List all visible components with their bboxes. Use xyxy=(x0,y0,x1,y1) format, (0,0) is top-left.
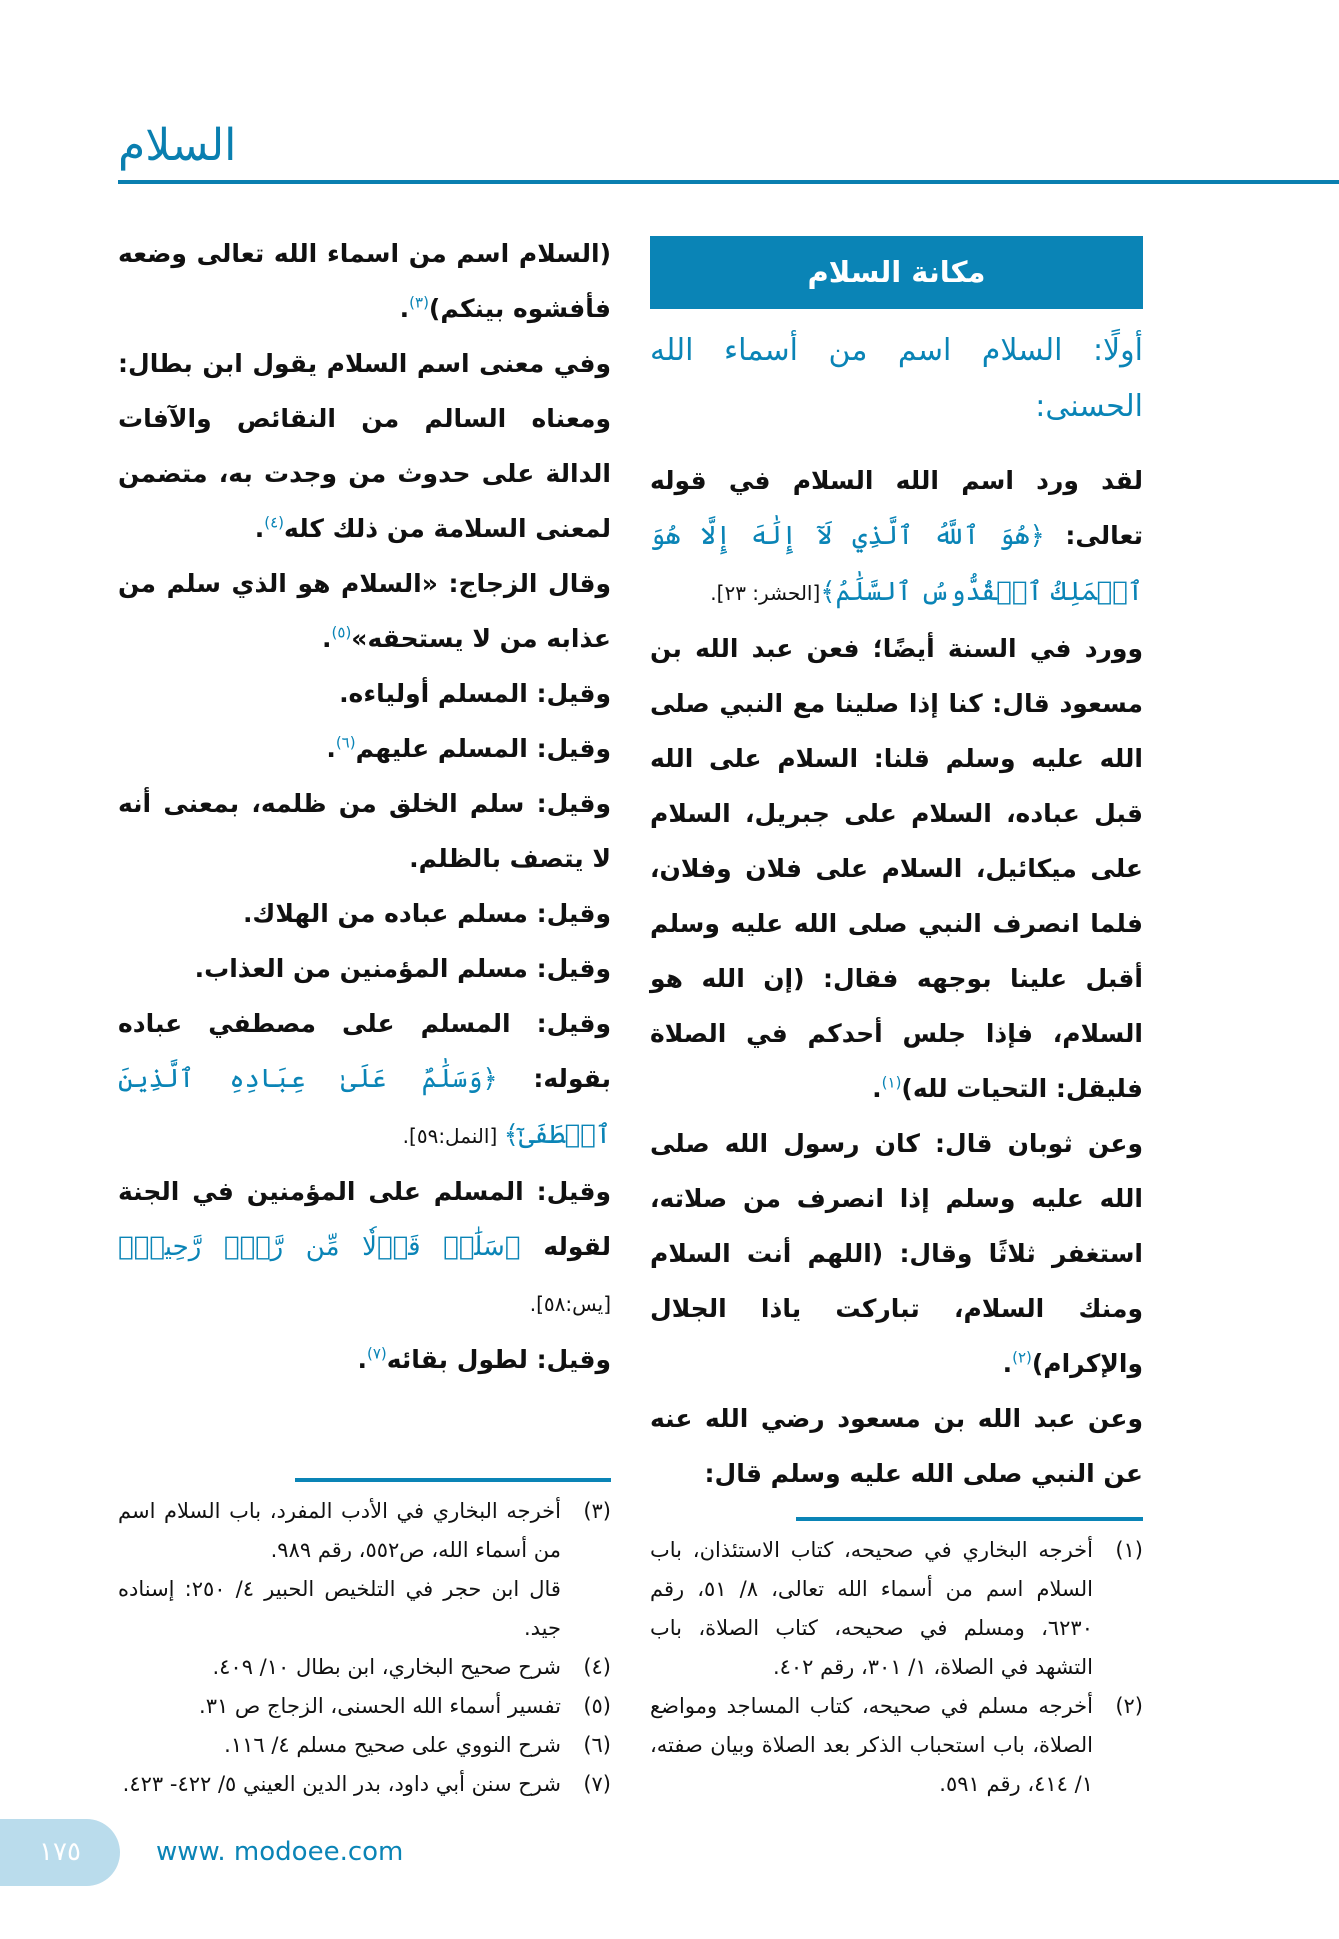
running-header-title: السلام xyxy=(118,120,237,171)
footnote-marker[interactable]: (٥) xyxy=(331,623,352,642)
quran-verse: ﴿هُوَ ٱللَّهُ ٱلَّذِي لَآ إِلَٰهَ إِلَّا هُوَ ٱلۡمَلِكُ ٱلۡقُدُّوسُ ٱلسَّلَٰمُ﴾ xyxy=(650,521,1143,607)
footnote-number: (٤) xyxy=(583,1655,611,1679)
footnote-marker[interactable]: (٧) xyxy=(366,1344,387,1363)
paragraph xyxy=(118,556,611,666)
footnote-text: أخرجه البخاري في الأدب المفرد، باب السلام اسم من أسماء الله، ص٥٥٢، رقم ٩٨٩. xyxy=(118,1499,561,1562)
paragraph-text: . xyxy=(1002,1349,1013,1378)
paragraph xyxy=(118,721,611,776)
verse-reference: [الحشر: ٢٣]. xyxy=(710,581,821,605)
paragraph-text: لقد ورد اسم الله السلام في قوله تعالى: xyxy=(650,466,1143,550)
footnotes-left xyxy=(118,1462,611,1804)
footnote-rule xyxy=(295,1478,611,1482)
footnote-text: قال ابن حجر في التلخيص الحبير ٤/ ٢٥٠: إسناده جيد. xyxy=(118,1577,561,1640)
paragraph xyxy=(118,1332,611,1387)
verse-reference: [النمل:٥٩]. xyxy=(402,1124,504,1148)
footnote-number: (١) xyxy=(1115,1538,1143,1562)
footnote xyxy=(118,1726,611,1765)
website-url[interactable]: www. modoee.com xyxy=(156,1837,404,1867)
footnote-text: شرح النووي على صحيح مسلم ٤/ ١١٦. xyxy=(224,1733,561,1757)
paragraph-text: وعن عبد الله بن مسعود رضي الله عنه عن النبي صلى الله عليه وسلم قال: xyxy=(650,1404,1143,1488)
subheading: أولًا: السلام اسم من أسماء الله الحسنى: xyxy=(650,333,1143,424)
paragraph-text: وقيل: مسلم المؤمنين من العذاب. xyxy=(194,954,611,983)
footnote-number: (٧) xyxy=(583,1772,611,1796)
paragraph xyxy=(118,886,611,941)
left-column xyxy=(118,226,611,1804)
paragraph xyxy=(118,226,611,336)
footnote-number: (٣) xyxy=(583,1499,611,1523)
footnote xyxy=(118,1570,611,1648)
footnote xyxy=(650,1687,1143,1804)
right-column xyxy=(650,226,1143,1804)
footnote-text: تفسير أسماء الله الحسنى، الزجاج ص ٣١. xyxy=(199,1694,561,1718)
paragraph-text: . xyxy=(872,1074,882,1103)
paragraph-text: . xyxy=(322,624,332,653)
footnote xyxy=(118,1687,611,1726)
quran-verse: ﴿سَلَٰمٞ قَوۡلٗا مِّن رَّبّٖ رَّحِيمٖ﴾ xyxy=(118,1232,521,1262)
verse-reference: [يس:٥٨]. xyxy=(529,1292,611,1316)
paragraph-text: وقيل: المسلم أولياءه. xyxy=(339,679,611,708)
footnote-text: أخرجه البخاري في صحيحه، كتاب الاستئذان، باب السلام اسم من أسماء الله تعالى، ٨/ ٥١، رقم ٦٢٣٠، ومسلم في صحيحه، كتاب الصلاة، باب التشهد في الصلاة، ١/ ٣٠١، رقم ٤٠٢. xyxy=(650,1538,1093,1679)
left-column-body xyxy=(118,226,611,1387)
paragraph xyxy=(650,1391,1143,1501)
running-header xyxy=(0,0,1339,186)
footnotes-right xyxy=(650,1501,1143,1804)
paragraph xyxy=(118,666,611,721)
footnote xyxy=(118,1765,611,1804)
paragraph-text: . xyxy=(254,514,265,543)
section-title: مكانة السلام xyxy=(650,236,1143,309)
paragraph xyxy=(118,996,611,1164)
header-rule xyxy=(118,180,1339,184)
paragraph-text: (السلام اسم من اسماء الله تعالى وضعه فأفشوه بينكم) xyxy=(118,239,611,323)
page-footer xyxy=(0,1819,1339,1939)
paragraph-text: وقال الزجاج: «السلام هو الذي سلم من عذابه من لا يستحقه» xyxy=(118,569,611,653)
paragraph-text: . xyxy=(357,1345,367,1374)
right-column-body xyxy=(650,226,1143,1501)
paragraph-text: وقيل: المسلم على مصطفي عباده بقوله: xyxy=(118,1009,612,1093)
footnote xyxy=(118,1492,611,1570)
quran-verse: ﴿وَسَلَٰمٌ عَلَىٰ عِبَادِهِ ٱلَّذِينَ ٱصۡطَفَىٰٓ﴾ xyxy=(118,1064,611,1150)
footnote-text: شرح سنن أبي داود، بدر الدين العيني ٥/ ٤٢٢- ٤٢٣. xyxy=(122,1772,561,1796)
paragraph-text: . xyxy=(399,294,410,323)
footnote-marker[interactable]: (١) xyxy=(881,1073,902,1092)
paragraph xyxy=(118,1164,611,1332)
paragraph-text: وفي معنى اسم السلام يقول ابن بطال: ومعناه السالم من النقائص والآفات الدالة على حدوث من وجدت به، متضمن لمعنى السلامة من ذلك كله xyxy=(118,349,611,543)
paragraph-text: . xyxy=(326,734,336,763)
footnote-number: (٦) xyxy=(583,1733,611,1757)
paragraph-text: وقيل: المسلم على المؤمنين في الجنة لقوله xyxy=(118,1177,611,1261)
paragraph-text: وورد في السنة أيضًا؛ فعن عبد الله بن مسعود قال: كنا إذا صلينا مع النبي صلى الله عليه وسلم قلنا: السلام على الله قبل عباده، السلام على جبريل، السلام على ميكائيل، السلام على فلان وفلان، فلما انصرف النبي صلى الله عليه وسلم أقبل علينا بوجهه فقال: (إن الله هو السلام، فإذا جلس أحدكم في الصلاة فليقل: التحيات لله) xyxy=(650,634,1143,1103)
paragraph xyxy=(650,621,1143,1116)
page-number: ١٧٥ xyxy=(0,1819,120,1886)
two-column-layout xyxy=(118,226,1143,1804)
footnote-number: (٥) xyxy=(583,1694,611,1718)
footnote-marker[interactable]: (٦) xyxy=(335,733,356,752)
paragraph-text: وقيل: المسلم عليهم xyxy=(355,734,611,763)
paragraph-text: وعن ثوبان قال: كان رسول الله صلى الله عليه وسلم إذا انصرف من صلاته، استغفر ثلاثًا وقال: (اللهم أنت السلام ومنك السلام، تباركت ياذا الجلال والإكرام) xyxy=(650,1129,1143,1378)
paragraph-text: وقيل: سلم الخلق من ظلمه، بمعنى أنه لا يتصف بالظلم. xyxy=(118,789,611,873)
footnote-text: أخرجه مسلم في صحيحه، كتاب المساجد ومواضع الصلاة، باب استحباب الذكر بعد الصلاة وبيان صفته، ١/ ٤١٤، رقم ٥٩١. xyxy=(650,1694,1093,1796)
footnote xyxy=(118,1648,611,1687)
paragraph-text: وقيل: مسلم عباده من الهلاك. xyxy=(242,899,611,928)
footnote-rule xyxy=(796,1517,1143,1521)
footnote-marker[interactable]: (٤) xyxy=(264,513,285,532)
footnote-text: شرح صحيح البخاري، ابن بطال ١٠/ ٤٠٩. xyxy=(212,1655,561,1679)
footnote-marker[interactable]: (٢) xyxy=(1012,1348,1032,1367)
paragraph xyxy=(118,336,611,556)
paragraph xyxy=(118,941,611,996)
footnote-marker[interactable]: (٣) xyxy=(409,293,429,312)
footnote xyxy=(650,1531,1143,1687)
footnote-number: (٢) xyxy=(1115,1694,1143,1718)
paragraph xyxy=(650,453,1143,621)
paragraph-text: وقيل: لطول بقائه xyxy=(386,1345,611,1374)
paragraph xyxy=(650,1116,1143,1391)
paragraph xyxy=(118,776,611,886)
